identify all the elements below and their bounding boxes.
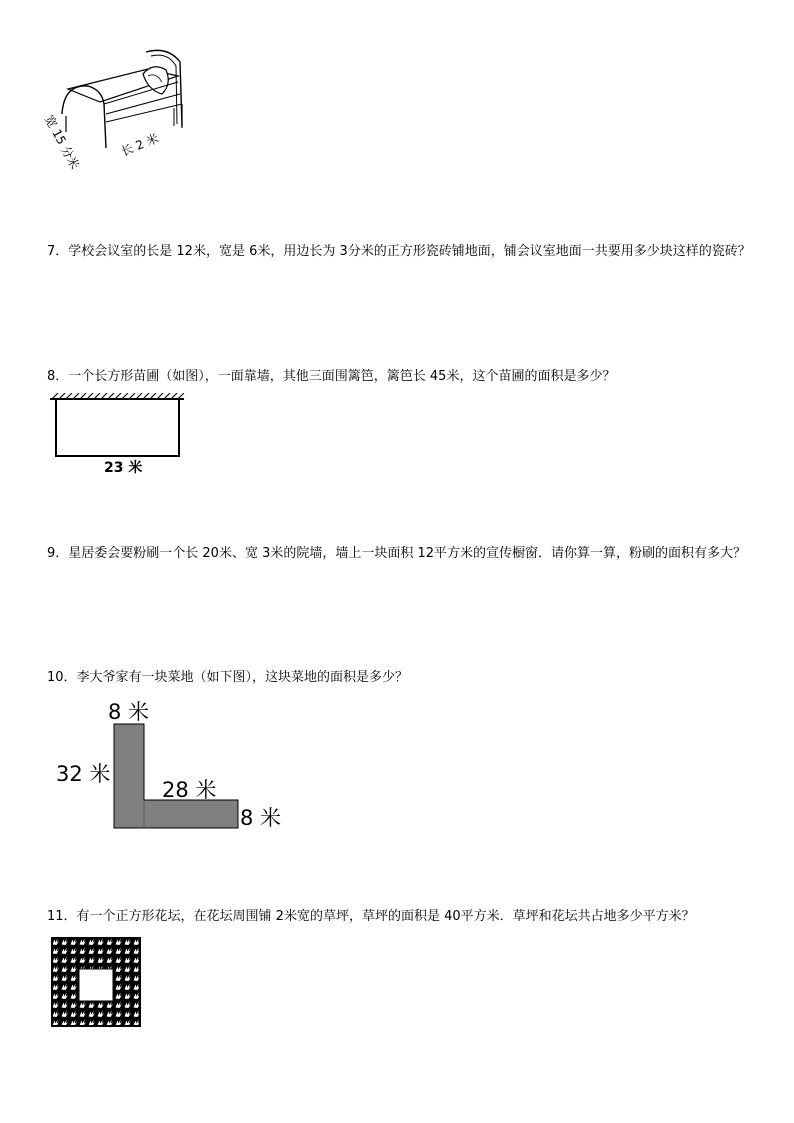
vegetable-right-label: 8 米 <box>240 806 282 830</box>
vegetable-left-label: 32 米 <box>56 762 111 786</box>
nursery-figure <box>48 393 188 478</box>
vegetable-top-label: 8 米 <box>108 700 150 724</box>
flower-bed-figure <box>51 937 141 1027</box>
bed-width-label: 宽 15 分米 <box>41 112 82 172</box>
question-9: 9．星居委会要粉刷一个长 20米、宽 3米的院墙，墙上一块面积 12平方米的宣传橱窗．请你算一算，粉刷的面积有多大？ <box>47 546 747 561</box>
question-10: 10．李大爷家有一块菜地（如下图），这块菜地的面积是多少？ <box>47 670 409 685</box>
flower-bed-drawing <box>51 937 141 1027</box>
bed-figure <box>41 44 198 174</box>
nursery-drawing <box>48 393 188 463</box>
question-7: 7．学校会议室的长是 12米，宽是 6米，用边长为 3分米的正方形瓷砖铺地面，铺会议室地面一共要用多少块这样的瓷砖？ <box>47 244 751 259</box>
vegetable-mid-label: 28 米 <box>162 778 217 802</box>
bed-length-label: 长 2 米 <box>118 131 161 159</box>
vegetable-field-figure <box>54 696 294 834</box>
nursery-length-label: 23 米 <box>104 460 143 476</box>
question-8: 8．一个长方形苗圃（如图），一面靠墙，其他三面围篱笆，篱笆长 45米，这个苗圃的面积是多少？ <box>47 369 616 384</box>
question-11: 11．有一个正方形花坛，在花坛周围铺 2米宽的草坪，草坪的面积是 40平方米．草坪和花坛共占地多少平方米？ <box>47 909 695 924</box>
